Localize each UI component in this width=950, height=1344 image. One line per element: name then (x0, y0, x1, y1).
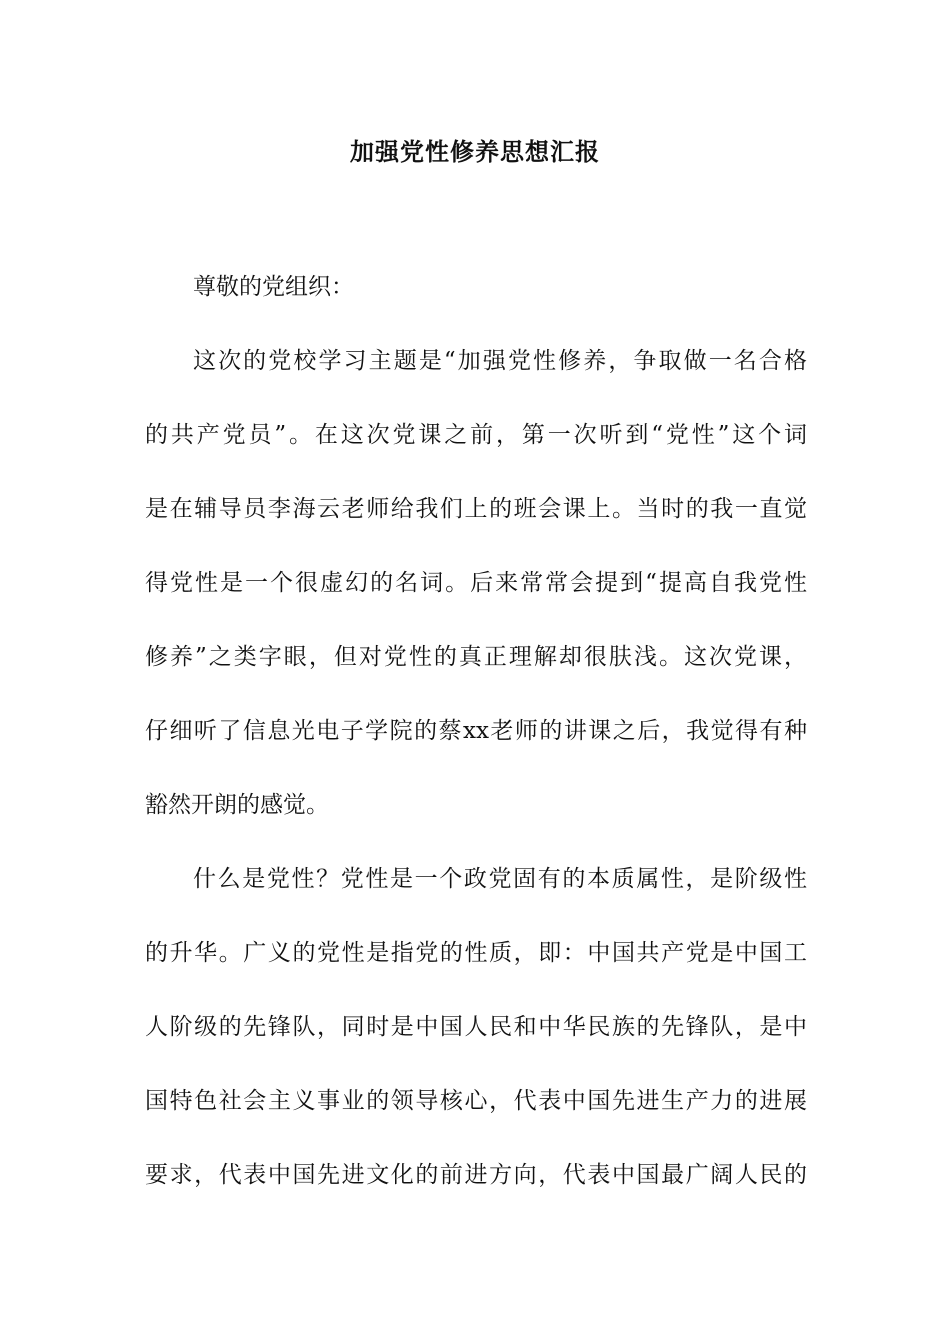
document-title: 加强党性修养思想汇报 (350, 137, 600, 166)
paragraph-line: 的升华。广义的党性是指党的性质，即：中国共产党是中国工 (145, 940, 807, 966)
salutation-block (145, 250, 807, 324)
paragraph-1 (145, 324, 807, 842)
paragraph-2 (145, 842, 807, 1212)
document-body (145, 250, 807, 1212)
paragraph-line: 国特色社会主义事业的领导核心，代表中国先进生产力的进展 (145, 1088, 807, 1114)
paragraph-line: 是在辅导员李海云老师给我们上的班会课上。当时的我一直觉 (145, 496, 807, 522)
paragraph-line: 要求，代表中国先进文化的前进方向，代表中国最广阔人民的 (145, 1162, 807, 1188)
paragraph-line: 什么是党性？党性是一个政党固有的本质属性，是阶级性 (193, 866, 807, 892)
paragraph-line: 的共产党员”。在这次党课之前，第一次听到“党性”这个词 (145, 422, 807, 448)
paragraph-line: 修养”之类字眼，但对党性的真正理解却很肤浅。这次党课， (145, 644, 807, 670)
paragraph-line: 得党性是一个很虚幻的名词。后来常常会提到“提高自我党性 (145, 570, 807, 596)
paragraph-line: 这次的党校学习主题是“加强党性修养，争取做一名合格 (193, 348, 807, 374)
paragraph-line: 人阶级的先锋队，同时是中国人民和中华民族的先锋队，是中 (145, 1014, 807, 1040)
paragraph-line: 豁然开朗的感觉。 (145, 792, 329, 818)
salutation: 尊敬的党组织： (193, 274, 354, 300)
paragraph-line: 仔细听了信息光电子学院的蔡xx老师的讲课之后，我觉得有种 (145, 718, 807, 744)
